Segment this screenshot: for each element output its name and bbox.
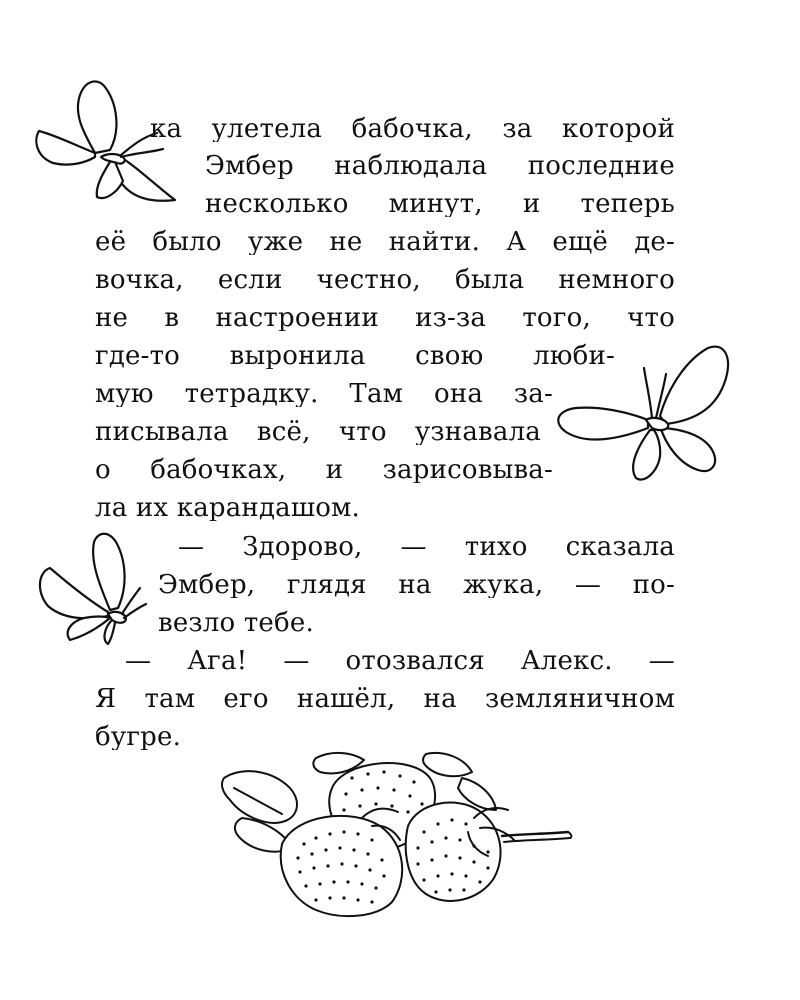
- text-line-1: ка улетела бабочка, за которой: [150, 116, 675, 142]
- text-line-3: несколько минут, и теперь: [205, 191, 675, 217]
- butterfly-icon: [548, 338, 738, 488]
- butterfly-icon: [28, 528, 148, 648]
- text-line-16: Я там его нашёл, на земляничном: [95, 686, 675, 712]
- text-line-5: вочка, если честно, была немного: [95, 267, 675, 293]
- text-line-7: где-то выронила свою люби-: [95, 343, 615, 369]
- text-line-9: писывала всё, что узнавала: [95, 419, 541, 445]
- text-line-12: — Здорово, — тихо сказала: [178, 534, 675, 560]
- text-line-11: ла их карандашом.: [95, 495, 360, 521]
- text-line-10: о бабочках, и зарисовыва-: [95, 457, 553, 483]
- text-line-8: мую тетрадку. Там она за-: [95, 381, 553, 407]
- text-line-17: бугре.: [95, 724, 182, 750]
- text-line-14: везло тебе.: [158, 610, 314, 636]
- text-line-4: её было уже не найти. А ещё де-: [95, 229, 675, 255]
- butterfly-icon: [25, 75, 195, 205]
- strawberry-icon: [212, 748, 582, 918]
- text-line-13: Эмбер, глядя на жука, — по-: [158, 572, 675, 598]
- text-line-15: — Ага! — отозвался Алекс. —: [125, 648, 675, 674]
- text-line-2: Эмбер наблюдала последние: [205, 153, 675, 179]
- text-line-6: не в настроении из-за того, что: [95, 305, 675, 331]
